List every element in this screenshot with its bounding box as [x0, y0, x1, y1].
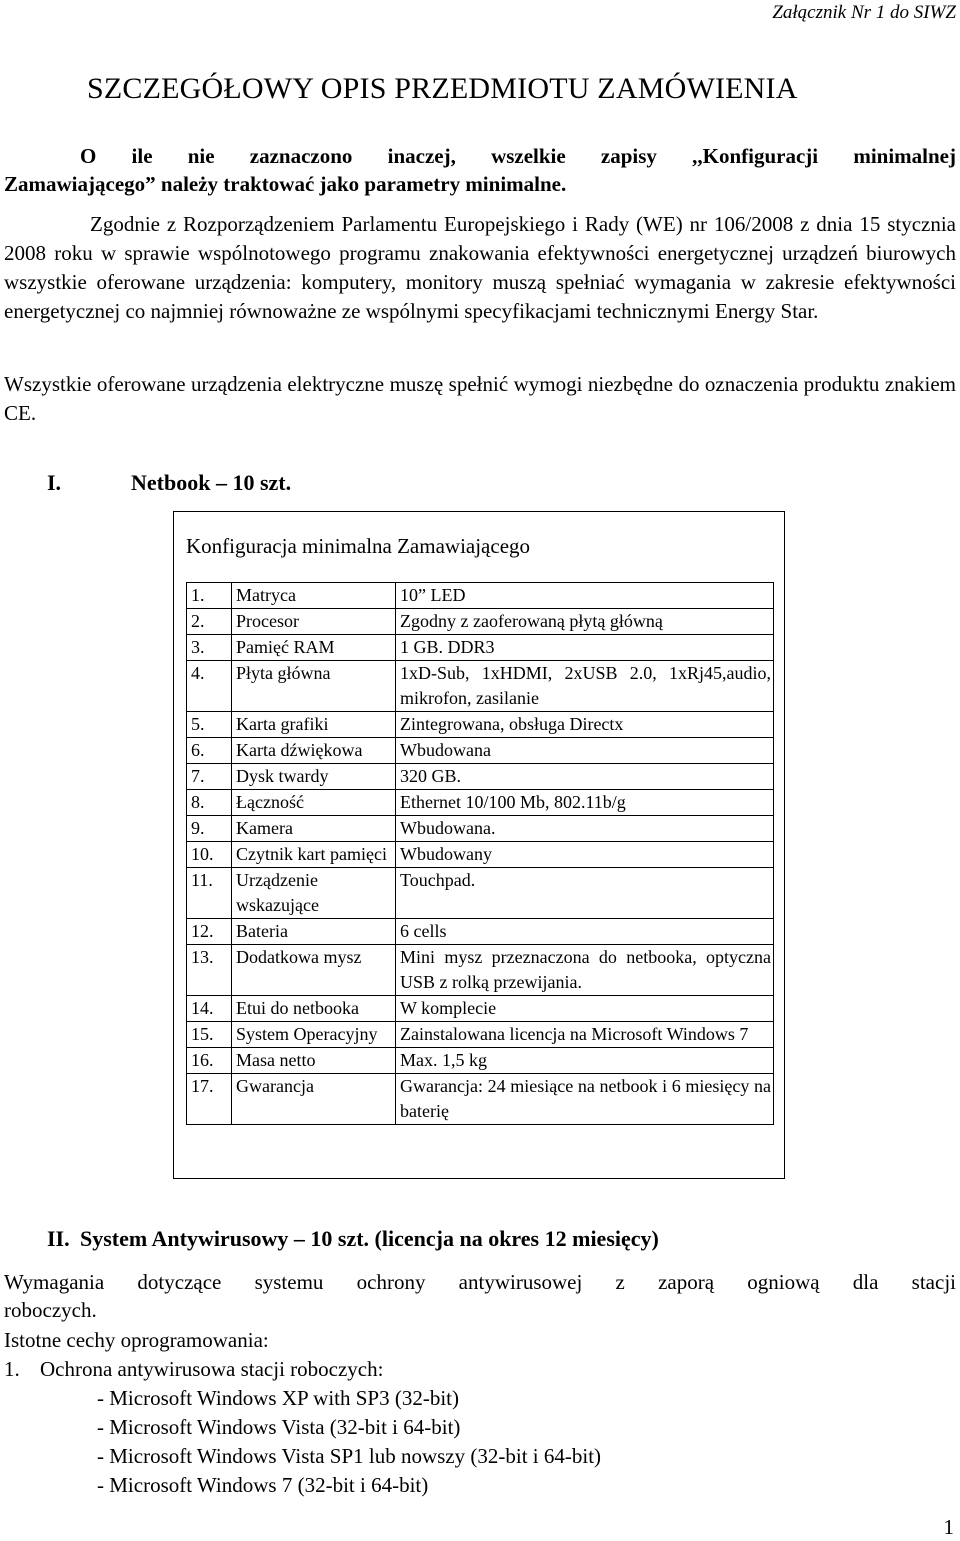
section-1-number: I.: [47, 470, 62, 495]
spec-cell-value: Max. 1,5 kg: [396, 1048, 774, 1074]
spec-cell-name: Masa netto: [232, 1048, 396, 1074]
spec-cell-num: 8.: [187, 790, 232, 816]
spec-cell-num: 16.: [187, 1048, 232, 1074]
spec-cell-num: 3.: [187, 635, 232, 661]
spec-cell-name: Płyta główna: [232, 661, 396, 712]
spec-row: [187, 868, 774, 919]
spec-cell-name: Karta dźwiękowa: [232, 738, 396, 764]
spec-cell-value: 1 GB. DDR3: [396, 635, 774, 661]
spec-cell-name: Kamera: [232, 816, 396, 842]
spec-cell-name: System Operacyjny: [232, 1022, 396, 1048]
spec-cell-num: 1.: [187, 583, 232, 609]
protection-list-number: 1.: [4, 1357, 20, 1381]
spec-cell-value: 1xD-Sub, 1xHDMI, 2xUSB 2.0, 1xRj45,audio, mikrofon, zasilanie: [396, 661, 774, 712]
spec-row: [187, 816, 774, 842]
spec-cell-value: W komplecie: [396, 996, 774, 1022]
spec-cell-value: Mini mysz przeznaczona do netbooka, optyczna USB z rolką przewijania.: [396, 945, 774, 996]
spec-cell-name: Dodatkowa mysz: [232, 945, 396, 996]
spec-cell-value: 320 GB.: [396, 764, 774, 790]
page-number: 1: [943, 1515, 954, 1539]
spec-cell-value: 10” LED: [396, 583, 774, 609]
spec-row: [187, 1048, 774, 1074]
spec-caption: Konfiguracja minimalna Zamawiającego: [186, 534, 531, 558]
os-list-item: - Microsoft Windows XP with SP3 (32-bit): [97, 1386, 459, 1410]
spec-cell-num: 12.: [187, 919, 232, 945]
spec-row: [187, 635, 774, 661]
spec-row: [187, 790, 774, 816]
intro-bold-line-2: Zamawiającego” należy traktować jako parametry minimalne.: [4, 172, 567, 196]
spec-row: [187, 1074, 774, 1125]
spec-cell-value: Wbudowana.: [396, 816, 774, 842]
spec-row: [187, 996, 774, 1022]
spec-cell-name: Gwarancja: [232, 1074, 396, 1125]
spec-cell-name: Procesor: [232, 609, 396, 635]
spec-row: [187, 738, 774, 764]
os-list-item: - Microsoft Windows 7 (32-bit i 64-bit): [97, 1473, 429, 1497]
spec-cell-name: Bateria: [232, 919, 396, 945]
spec-row: [187, 661, 774, 712]
ce-paragraph: Wszystkie oferowane urządzenia elektryczne muszę spełnić wymogi niezbędne do oznaczenia produktu znakiem CE.: [4, 372, 956, 425]
netbook-spec-table: [186, 582, 774, 1125]
spec-cell-value: 6 cells: [396, 919, 774, 945]
document-title: SZCZEGÓŁOWY OPIS PRZEDMIOTU ZAMÓWIENIA: [87, 72, 798, 105]
spec-cell-num: 6.: [187, 738, 232, 764]
antivirus-req-line-1: Wymagania dotyczące systemu ochrony antywirusowej z zaporą ogniową dla stacji: [4, 1270, 956, 1294]
features-label: Istotne cechy oprogramowania:: [4, 1328, 269, 1352]
spec-cell-value: Zgodny z zaoferowaną płytą główną: [396, 609, 774, 635]
spec-cell-name: Czytnik kart pamięci: [232, 842, 396, 868]
protection-list-heading: [4, 1355, 383, 1384]
spec-cell-num: 10.: [187, 842, 232, 868]
spec-cell-name: Etui do netbooka: [232, 996, 396, 1022]
intro-bold-note: [4, 142, 956, 198]
antivirus-requirements: [4, 1268, 956, 1324]
spec-row: [187, 764, 774, 790]
spec-row: [187, 609, 774, 635]
spec-cell-name: Dysk twardy: [232, 764, 396, 790]
spec-row: [187, 1022, 774, 1048]
spec-cell-num: 17.: [187, 1074, 232, 1125]
spec-cell-name: Matryca: [232, 583, 396, 609]
netbook-spec-box: [173, 511, 785, 1179]
section-1-title: Netbook – 10 szt.: [131, 470, 292, 495]
spec-cell-num: 13.: [187, 945, 232, 996]
spec-row: [187, 919, 774, 945]
spec-cell-num: 11.: [187, 868, 232, 919]
spec-row: [187, 712, 774, 738]
os-list-item: - Microsoft Windows Vista (32-bit i 64-bit): [97, 1415, 461, 1439]
spec-cell-num: 15.: [187, 1022, 232, 1048]
spec-cell-num: 4.: [187, 661, 232, 712]
spec-cell-value: Ethernet 10/100 Mb, 802.11b/g: [396, 790, 774, 816]
spec-cell-name: Łączność: [232, 790, 396, 816]
spec-cell-value: Zainstalowana licencja na Microsoft Windows 7: [396, 1022, 774, 1048]
spec-cell-name: Pamięć RAM: [232, 635, 396, 661]
spec-cell-num: 2.: [187, 609, 232, 635]
spec-cell-value: Wbudowana: [396, 738, 774, 764]
spec-cell-value: Wbudowany: [396, 842, 774, 868]
spec-row: [187, 583, 774, 609]
spec-cell-num: 7.: [187, 764, 232, 790]
spec-cell-value: Gwarancja: 24 miesiące na netbook i 6 miesięcy na baterię: [396, 1074, 774, 1125]
spec-cell-num: 5.: [187, 712, 232, 738]
annex-label: Załącznik Nr 1 do SIWZ: [772, 2, 956, 23]
antivirus-req-line-2: roboczych.: [4, 1298, 97, 1322]
spec-cell-num: 9.: [187, 816, 232, 842]
os-list-item: - Microsoft Windows Vista SP1 lub nowszy (32-bit i 64-bit): [97, 1444, 602, 1468]
spec-cell-name: Urządzenie wskazujące: [232, 868, 396, 919]
spec-cell-num: 14.: [187, 996, 232, 1022]
spec-row: [187, 945, 774, 996]
protection-list-title: Ochrona antywirusowa stacji roboczych:: [40, 1357, 384, 1381]
section-2-number: II.: [47, 1226, 70, 1251]
spec-cell-value: Touchpad.: [396, 868, 774, 919]
spec-cell-name: Karta grafiki: [232, 712, 396, 738]
regulation-text: Zgodnie z Rozporządzeniem Parlamentu Europejskiego i Rady (WE) nr 106/2008 z dnia 15 stycznia 2008 roku w sprawie wspólnotowego programu znakowania efektywności energetycznej urządzeń biurowych wszystkie oferowane urządzenia: komputery, monitory muszą spełniać wymagania w zakresie efektywności energetycznej co najmniej równoważne ze wspólnymi specyfikacjami technicznymi Energy Star.: [4, 212, 956, 323]
section-2-title: System Antywirusowy – 10 szt. (licencja na okres 12 miesięcy): [80, 1226, 659, 1251]
spec-row: [187, 842, 774, 868]
regulation-paragraph: [4, 210, 956, 326]
intro-bold-line-1: O ile nie zaznaczono inaczej, wszelkie zapisy ,,Konfiguracji minimalnej: [80, 144, 956, 168]
os-list: [97, 1384, 601, 1500]
spec-cell-value: Zintegrowana, obsługa Directx: [396, 712, 774, 738]
